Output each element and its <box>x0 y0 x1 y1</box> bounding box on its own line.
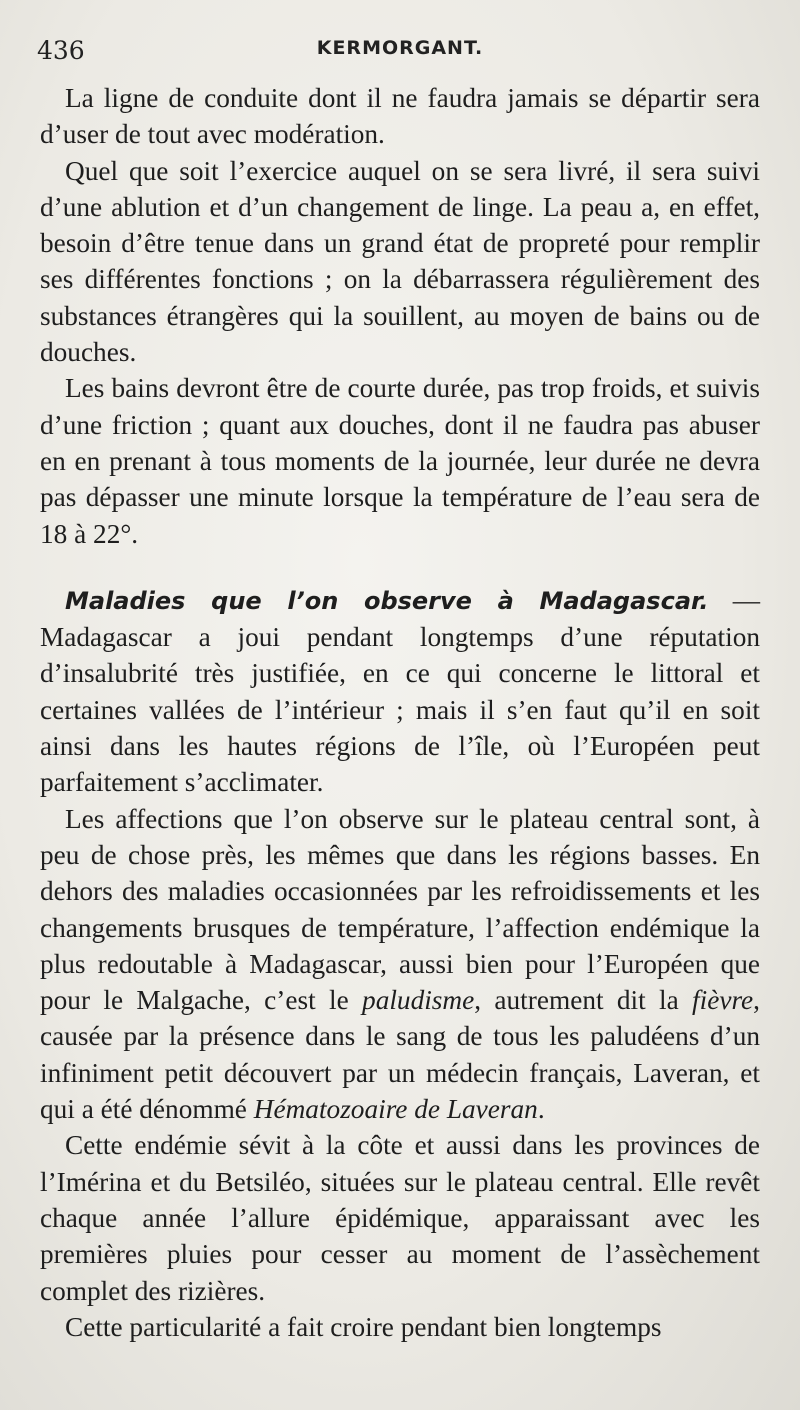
body-text <box>40 80 760 1345</box>
section-title: Maladies que l’on observe à Madagascar. <box>65 586 709 615</box>
paragraph: Les bains devront être de courte durée, pas trop froids, et suivis d’une friction ; quant aux douches, dont il ne faudra pas abuser en en prenant à tous moments de la journée, leur durée ne devra pas dépasser une minute lorsque la température de l’eau sera de 18 à 22°. <box>40 373 760 549</box>
paragraph: Cette particularité a fait croire pendant bien longtemps <box>65 1311 662 1342</box>
page-number: 436 <box>37 36 85 65</box>
section-paragraph <box>40 582 760 801</box>
paragraph: Cette endémie sévit à la côte et aussi dans les provinces de l’Imérina et du Betsiléo, situées sur le plateau central. Elle revêt chaque année l’allure épidémique, apparaissant avec les premières pluies pour cesser au moment de l’assèchement complet des rizières. <box>40 1130 760 1306</box>
paragraph: Quel que soit l’exercice auquel on se sera livré, il sera suivi d’une ablution et d’un changement de linge. La peau a, en effet, besoin d’être tenue dans un grand état de propreté pour remplir ses différentes fonctions ; on la débarrassera régulièrement des substances étrangères qui la souillent, au moyen de bains ou de douches. <box>40 155 760 368</box>
paragraph: La ligne de conduite dont il ne faudra jamais se départir sera d’user de tout avec modération. <box>40 83 760 150</box>
italic-term: paludisme <box>362 985 475 1016</box>
running-head: KERMORGANT. <box>316 37 484 59</box>
text-run: , causée par la présence dans le sang de tous les paludéens d’un infiniment petit découvert par un médecin français, Laveran, et qui a été dénommé <box>40 985 760 1125</box>
page-header <box>0 34 800 74</box>
section-text: — Madagascar a joui pendant longtemps d’une réputation d’insalubrité très justifiée, en ce qui concerne le littoral et certaines vallées de l’intérieur ; mais il s’en faut qu’il en soit ainsi dans les hautes régions de l’île, où l’Européen peut parfaitement s’acclimater. <box>40 584 760 798</box>
italic-term: fièvre <box>692 985 754 1016</box>
paragraph <box>40 801 760 1128</box>
text-run: . <box>537 1094 545 1125</box>
text-run: , autrement dit la <box>474 985 693 1016</box>
text-run: Les affections que l’on observe sur le plateau central sont, à peu de chose près, les mêmes que dans les régions basses. En dehors des maladies occasionnées par les refroidissements et les changements brusques de température, l’affection endémique la plus redoutable à Madagascar, aussi bien pour l’Européen que pour le Malgache, c’est le <box>40 803 760 1016</box>
italic-term: Hématozoaire de Laveran <box>253 1094 538 1125</box>
